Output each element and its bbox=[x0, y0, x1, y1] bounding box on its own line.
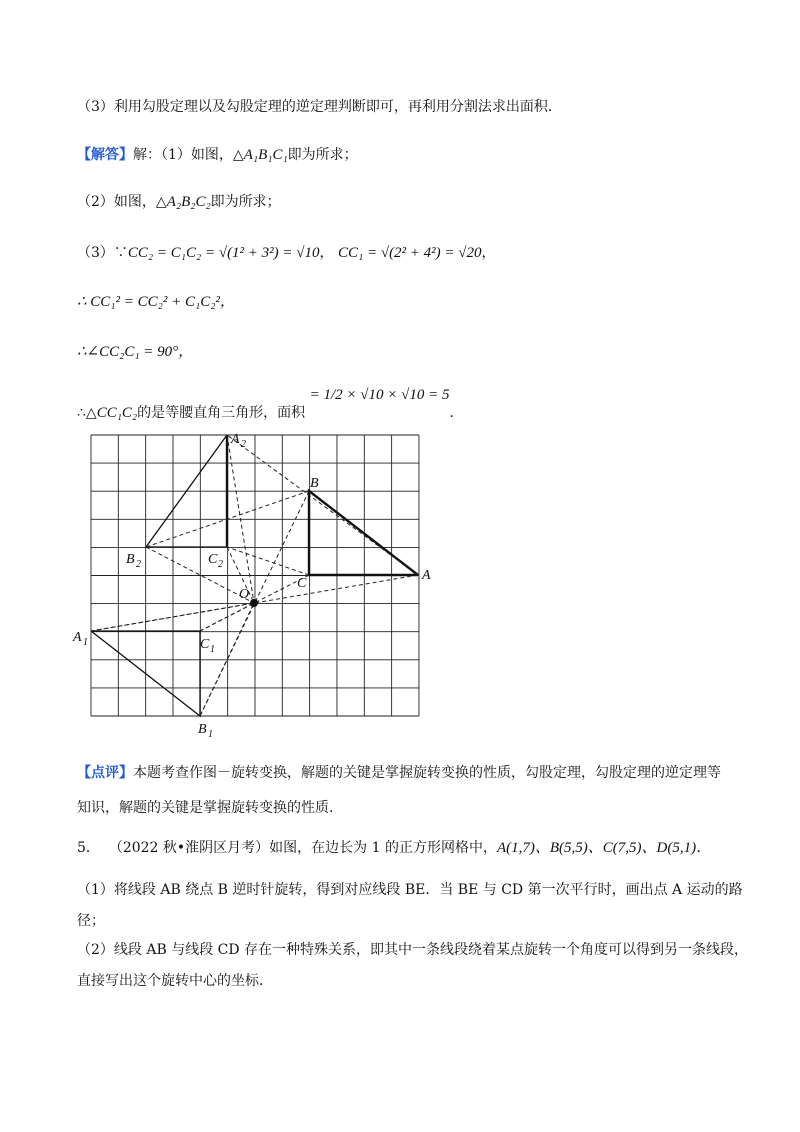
label-a1: A bbox=[73, 630, 82, 645]
answer-part1 bbox=[77, 145, 358, 165]
label-b1-sub: 1 bbox=[208, 729, 213, 740]
center-point-o bbox=[250, 599, 258, 607]
triangle-abc bbox=[309, 491, 418, 575]
answer-part2 bbox=[77, 192, 281, 212]
grid bbox=[91, 435, 419, 716]
equation-cc2: CC₂ = C₁C₂ = √(1² + 3²) = √10 bbox=[127, 245, 320, 261]
answer-suffix: 即为所求； bbox=[287, 147, 358, 163]
triangle-a2b2c2 bbox=[146, 435, 227, 547]
triangle-a1b1c1: A₁B₁C₁ bbox=[243, 147, 288, 163]
comment-tag: 【点评】 bbox=[77, 765, 133, 781]
therefore2-text: ∴∠CC₂C₁ = 90°， bbox=[77, 344, 194, 360]
label-b2-sub: 2 bbox=[136, 559, 141, 570]
part3-prefix: （3）∵ bbox=[77, 245, 128, 261]
q5-header bbox=[77, 838, 711, 858]
analysis-part3: （3）利用勾股定理以及勾股定理的逆定理判断即可，再利用分割法求出面积． bbox=[77, 99, 562, 115]
triangle-a2b2c2: A₂B₂C₂ bbox=[166, 194, 211, 210]
label-a2: A bbox=[231, 432, 240, 447]
equation-cc1: CC₁ = √(2² + 4²) = √20 bbox=[337, 245, 482, 261]
part2-suffix: 即为所求； bbox=[210, 194, 281, 210]
label-a1-sub: 1 bbox=[83, 637, 88, 648]
q5-number: 5． bbox=[77, 840, 100, 856]
therefore3-end: ． bbox=[449, 405, 464, 421]
q5-part2-line2: 直接写出这个旋转中心的坐标． bbox=[77, 973, 273, 989]
therefore-area bbox=[77, 387, 464, 423]
therefore3-prefix: ∴△ bbox=[77, 405, 97, 421]
triangle-cc1c2: CC₁C₂ bbox=[96, 405, 138, 421]
therefore3-middle: 的是等腰直角三角形，面积 bbox=[137, 405, 306, 421]
label-o: O bbox=[239, 587, 250, 602]
label-b1: B bbox=[198, 722, 207, 737]
comment-line1 bbox=[77, 763, 721, 783]
q5-part2-line1: （2）线段 AB 与线段 CD 存在一种特殊关系，即其中一条线段绕着某点旋转一个角度可以得到另一条线段， bbox=[77, 942, 749, 958]
label-b2: B bbox=[126, 552, 135, 567]
label-a: A bbox=[422, 568, 431, 583]
q5-source: （2022 秋•淮阴区月考）如图，在边长为 1 的正方形网格中， bbox=[108, 840, 497, 856]
triangle-a1b1c1 bbox=[91, 631, 200, 716]
area-formula: = 1/2 × √10 × √10 = 5 bbox=[309, 387, 450, 403]
label-c2-sub: 2 bbox=[218, 559, 223, 570]
label-c2: C bbox=[208, 552, 218, 567]
q5-part1-line2: 径； bbox=[77, 913, 105, 929]
therefore-right-angle bbox=[77, 342, 193, 362]
label-c: C bbox=[297, 576, 307, 591]
label-b: B bbox=[310, 476, 319, 491]
label-c1-sub: 1 bbox=[210, 644, 215, 655]
q5-points: A(1,7)、B(5,5)、C(7,5)、D(5,1)． bbox=[496, 840, 712, 856]
answer-prefix: 解：（1）如图，△ bbox=[133, 147, 244, 163]
label-a2-sub: 2 bbox=[241, 439, 246, 450]
part2-prefix: （2）如图，△ bbox=[77, 194, 167, 210]
construction-lines bbox=[91, 435, 418, 716]
therefore1-text: ∴ CC₁² = CC₂² + C₁C₂²， bbox=[77, 294, 235, 310]
comment-line2: 知识，解题的关键是掌握旋转变换的性质． bbox=[77, 800, 343, 816]
answer-part3: （3）∵CC₂ = C₁C₂ = √(1² + 3²) = √10， CC₁ = √(2² + 4²) = √20， bbox=[77, 245, 496, 261]
therefore-pythagoras bbox=[77, 292, 235, 312]
label-c1: C bbox=[200, 637, 210, 652]
comment-text1: 本题考查作图－旋转变换，解题的关键是掌握旋转变换的性质，勾股定理，勾股定理的逆定理等 bbox=[133, 765, 721, 781]
answer-tag: 【解答】 bbox=[77, 147, 133, 163]
q5-part1-line1: （1）将线段 AB 绕点 B 逆时针旋转，得到对应线段 BE．当 BE 与 CD 第一次平行时，画出点 A 运动的路 bbox=[77, 882, 743, 898]
